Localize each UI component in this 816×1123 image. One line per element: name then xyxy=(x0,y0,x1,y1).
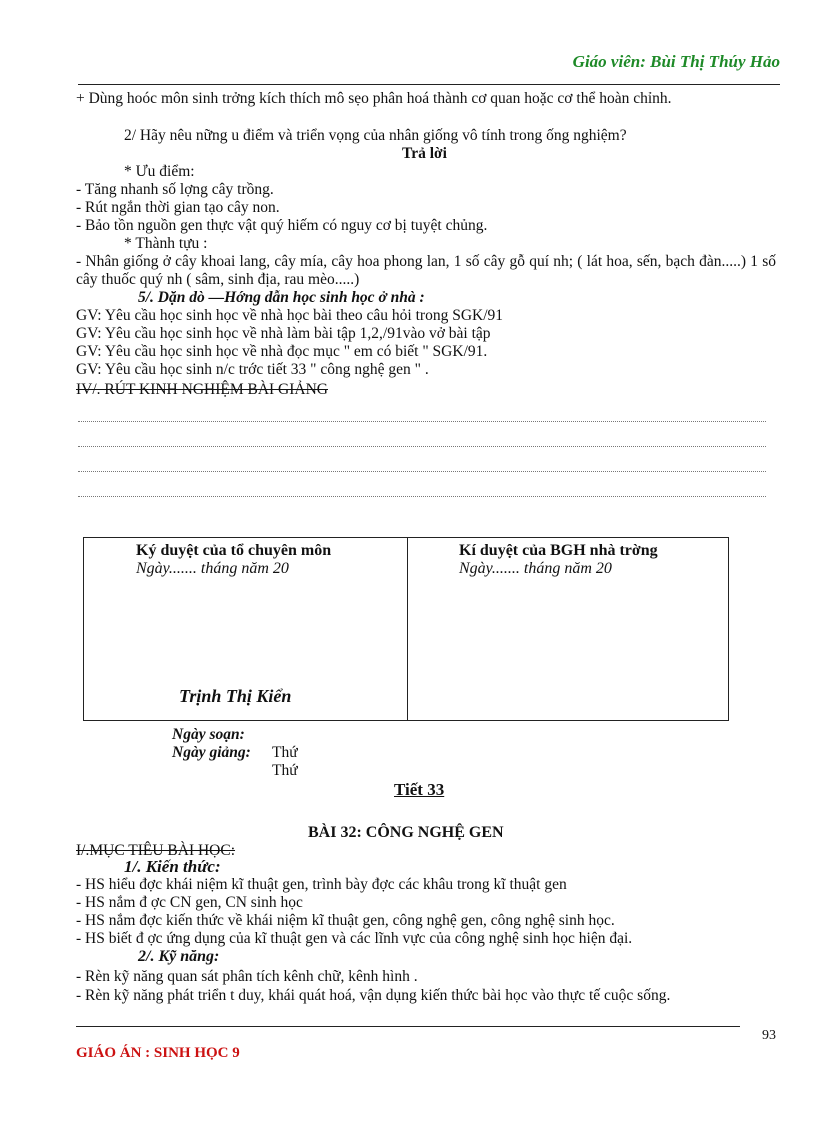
skills-heading: 2/. Kỹ năng: xyxy=(138,948,220,965)
objectives-heading: I/.MỤC TIÊU BÀI HỌC: xyxy=(76,842,236,859)
lesson-title: BÀI 32: CÔNG NGHỆ GEN xyxy=(308,824,504,841)
dotted-line-2 xyxy=(78,446,766,447)
homework-heading: 5/. Dặn dò —Hớng dẫn học sinh học ở nhà : xyxy=(138,289,425,306)
skill-2: - Rèn kỹ năng phát triển t duy, khái quát hoá, vận dụng kiến thức bài học vào thực tế cuộc sống. xyxy=(76,987,671,1004)
homework-2: GV: Yêu cầu học sinh học về nhà làm bài tập 1,2,/91vào vở bài tập xyxy=(76,325,491,342)
footer-title: GIÁO ÁN : SINH HỌC 9 xyxy=(76,1045,240,1061)
achievements-heading: * Thành tựu : xyxy=(124,235,208,252)
board-approval-date: Ngày....... tháng năm 20 xyxy=(459,560,612,577)
signature-cell-board xyxy=(407,538,728,720)
page-number: 93 xyxy=(762,1028,776,1043)
knowledge-1: - HS hiểu đợc khái niệm kĩ thuật gen, trình bày đợc các khâu trong kĩ thuật gen xyxy=(76,876,567,893)
experience-heading: IV/. RÚT KINH NGHIỆM BÀI GIẢNG xyxy=(76,381,328,398)
knowledge-4: - HS biết đ ợc ứng dụng của kĩ thuật gen và các lĩnh vực của công nghệ sinh học hiện đại. xyxy=(76,930,633,947)
question-2: 2/ Hãy nêu nững u điểm và triển vọng của nhân giống vô tính trong ống nghiệm? xyxy=(124,127,627,144)
signature-cell-department xyxy=(84,538,408,720)
footer-rule xyxy=(76,1026,740,1027)
text-line-1: + Dùng hoóc môn sinh trởng kích thích mô sẹo phân hoá thành cơ quan hoặc cơ thể hoàn chỉnh. xyxy=(76,90,672,107)
period-title: Tiết 33 xyxy=(394,780,445,799)
board-approval-title: Kí duyệt của BGH nhà trờng xyxy=(459,542,658,559)
skill-1: - Rèn kỹ năng quan sát phân tích kênh chữ, kênh hình . xyxy=(76,968,418,985)
teach-date-label: Ngày giảng: xyxy=(172,744,251,761)
advantage-1: - Tăng nhanh số lợng cây trồng. xyxy=(76,181,274,198)
teacher-header: Giáo viên: Bùi Thị Thúy Hảo xyxy=(572,52,780,71)
teach-day-2: Thứ xyxy=(272,762,298,779)
department-signer-name: Trịnh Thị Kiển xyxy=(179,686,292,706)
department-approval-date: Ngày....... tháng năm 20 xyxy=(136,560,289,577)
dotted-line-1 xyxy=(78,421,766,422)
knowledge-2: - HS nắm đ ợc CN gen, CN sinh học xyxy=(76,894,303,911)
teach-day-1: Thứ xyxy=(272,744,298,761)
advantage-3: - Bảo tồn nguồn gen thực vật quý hiếm có nguy cơ bị tuyệt chủng. xyxy=(76,217,488,234)
homework-1: GV: Yêu cầu học sinh học về nhà học bài theo câu hỏi trong SGK/91 xyxy=(76,307,504,324)
department-approval-title: Ký duyệt của tổ chuyên môn xyxy=(136,542,332,559)
knowledge-heading: 1/. Kiến thức: xyxy=(124,857,221,876)
signature-table xyxy=(83,537,729,721)
achievements-text: - Nhân giống ở cây khoai lang, cây mía, cây hoa phong lan, 1 số cây gỗ quí nh; ( lát hoa, sến, bạch đàn.....) 1 số cây thuốc quý nh ( sâm, sinh địa, rau mèo.....) xyxy=(76,253,776,288)
knowledge-3: - HS nắm đợc kiến thức về khái niệm kĩ thuật gen, công nghệ gen, công nghệ sinh học. xyxy=(76,912,615,929)
header-rule xyxy=(78,84,780,85)
homework-4: GV: Yêu cầu học sinh n/c trớc tiết 33 " công nghệ gen " . xyxy=(76,361,429,378)
dotted-line-4 xyxy=(78,496,766,497)
advantage-2: - Rút ngắn thời gian tạo cây non. xyxy=(76,199,280,216)
advantages-heading: * Ưu điểm: xyxy=(124,163,195,180)
answer-heading: Trả lời xyxy=(402,145,447,162)
prep-date-label: Ngày soạn: xyxy=(172,726,245,743)
dotted-line-3 xyxy=(78,471,766,472)
homework-3: GV: Yêu cầu học sinh học về nhà đọc mục " em có biết " SGK/91. xyxy=(76,343,488,360)
